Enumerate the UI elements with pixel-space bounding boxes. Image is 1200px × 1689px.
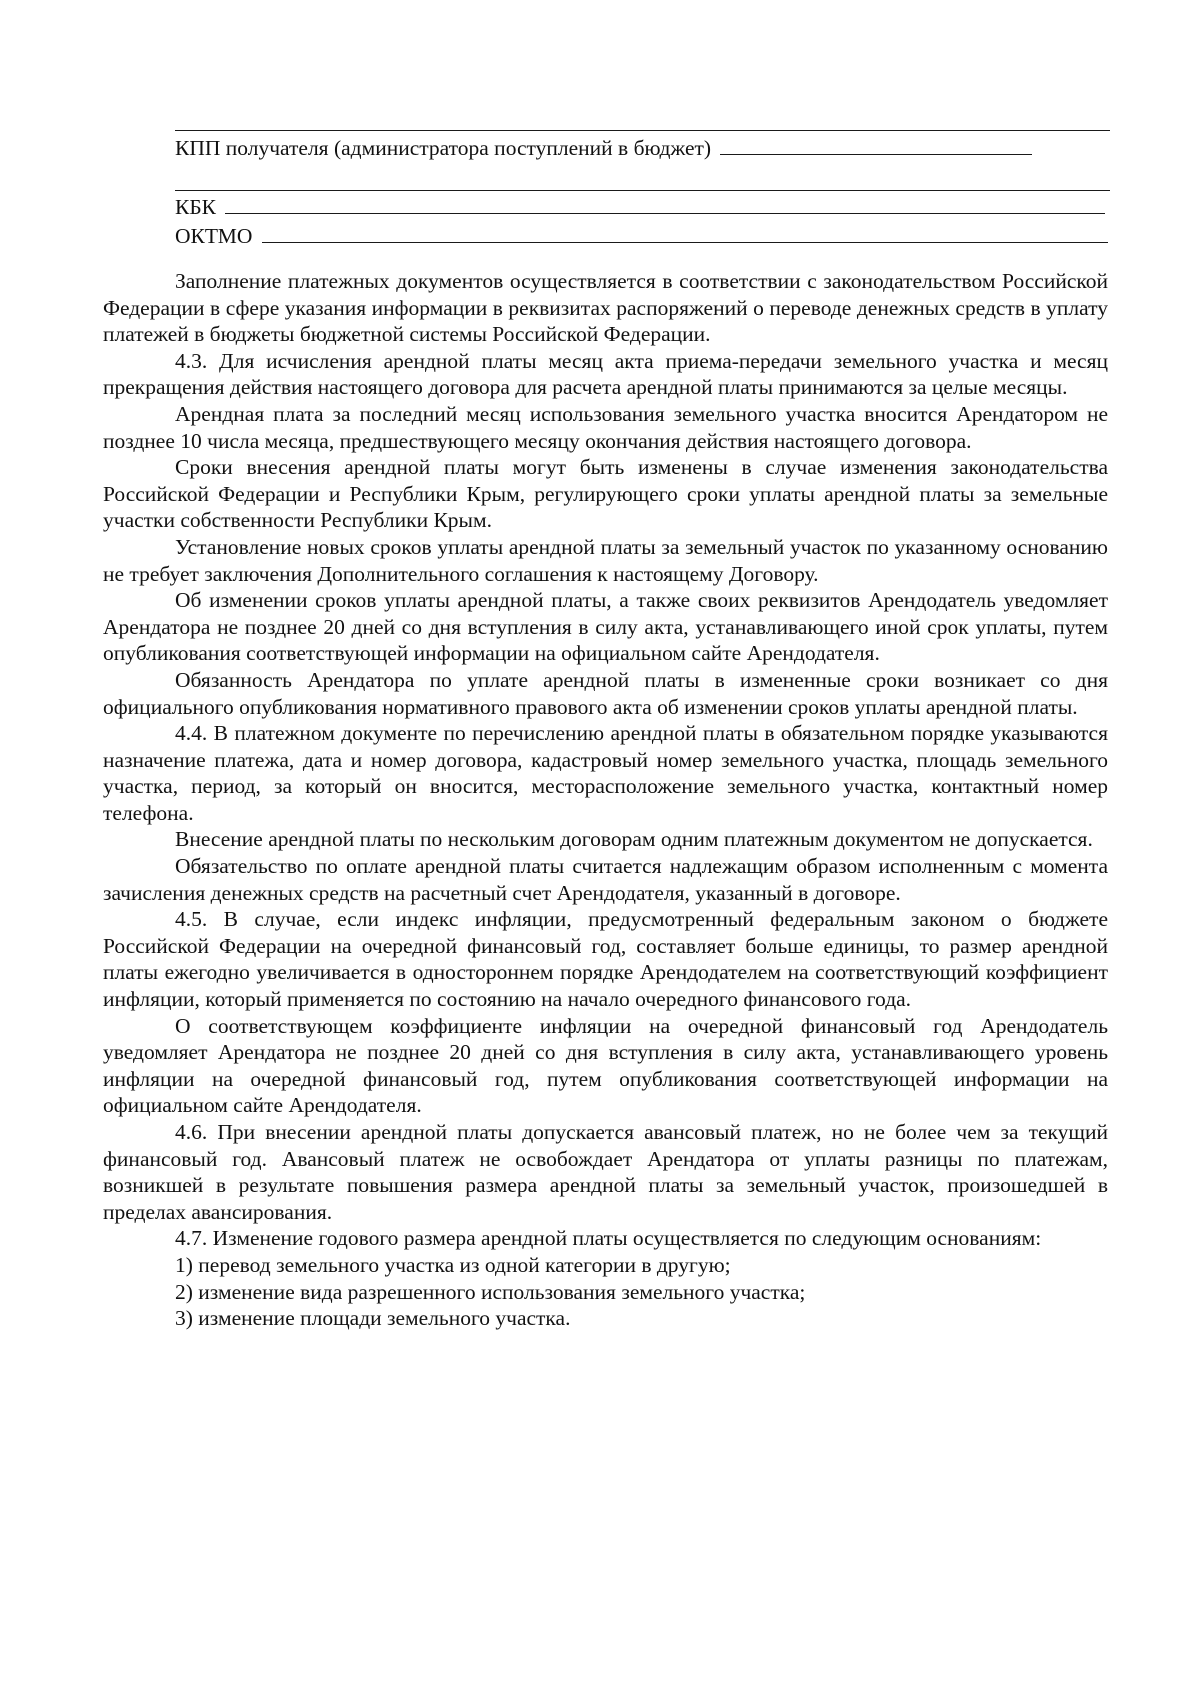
- kpp-value-line: [720, 136, 1032, 155]
- kpp-field: [175, 135, 1032, 161]
- paragraph: Об изменении сроков уплаты арендной платы, а также своих реквизитов Арендодатель уведомляет Арендатора не позднее 20 дней со дня вступления в силу акта, устанавливающего иной срок уплаты, путем опубликования соответствующей информации на официальном сайте Арендодателя.: [103, 588, 1108, 666]
- kbk-value-line: [225, 195, 1105, 214]
- kpp-underrule: [175, 190, 1110, 191]
- paragraph: Арендная плата за последний месяц использования земельного участка вносится Арендатором не позднее 10 числа месяца, предшествующего месяцу окончания действия настоящего договора.: [103, 401, 1108, 453]
- kpp-label: КПП получателя (администратора поступлений в бюджет): [175, 136, 712, 160]
- list-item: 2) изменение вида разрешенного использования земельного участка;: [175, 1279, 806, 1304]
- oktmo-value-line: [262, 224, 1108, 243]
- kbk-label: КБК: [175, 195, 217, 219]
- oktmo-field: [175, 223, 1108, 249]
- paragraph: Обязанность Арендатора по уплате арендной платы в измененные сроки возникает со дня официального опубликования нормативного правового акта об изменении сроков уплаты арендной платы.: [103, 667, 1108, 719]
- list-item: 3) изменение площади земельного участка.: [175, 1306, 571, 1331]
- paragraph: Внесение арендной платы по нескольким договорам одним платежным документом не допускается.: [175, 827, 1093, 852]
- paragraph: 4.7. Изменение годового размера арендной платы осуществляется по следующим основаниям:: [175, 1226, 1042, 1251]
- oktmo-label: ОКТМО: [175, 224, 253, 248]
- paragraph: 4.3. Для исчисления арендной платы месяц акта приема-передачи земельного участка и месяц прекращения действия настоящего договора для расчета арендной платы принимаются за целые месяцы.: [103, 348, 1108, 400]
- list-item: 1) перевод земельного участка из одной категории в другую;: [175, 1252, 731, 1277]
- top-rule: [175, 130, 1110, 131]
- paragraph: Установление новых сроков уплаты арендной платы за земельный участок по указанному основанию не требует заключения Дополнительного соглашения к настоящему Договору.: [103, 534, 1108, 586]
- paragraph: 4.5. В случае, если индекс инфляции, предусмотренный федеральным законом о бюджете Российской Федерации на очередной финансовый год, составляет больше единицы, то размер арендной платы ежегодно увеличивается в одностороннем порядке Арендодателем на соответствующий коэффициент инфляции, который применяется по состоянию на начало очередного финансового года.: [103, 907, 1108, 1012]
- paragraph: О соответствующем коэффициенте инфляции на очередной финансовый год Арендодатель уведомляет Арендатора не позднее 20 дней со дня вступления в силу акта, устанавливающего уровень инфляции на очередной финансовый год, путем опубликования соответствующей информации на официальном сайте Арендодателя.: [103, 1013, 1108, 1118]
- paragraph: Сроки внесения арендной платы могут быть изменены в случае изменения законодательства Российской Федерации и Республики Крым, регулирующего сроки уплаты арендной платы за земельные участки собственности Республики Крым.: [103, 455, 1108, 533]
- document-body: [103, 268, 1108, 1332]
- kbk-field: [175, 194, 1105, 220]
- paragraph: 4.4. В платежном документе по перечислению арендной платы в обязательном порядке указываются назначение платежа, дата и номер договора, кадастровый номер земельного участка, площадь земельного участка, период, за который он вносится, месторасположение земельного участка, контактный номер телефона.: [103, 721, 1108, 825]
- paragraph: Обязательство по оплате арендной платы считается надлежащим образом исполненным с момента зачисления денежных средств на расчетный счет Арендодателя, указанный в договоре.: [103, 854, 1108, 905]
- paragraph: Заполнение платежных документов осуществляется в соответствии с законодательством Российской Федерации в сфере указания информации в реквизитах распоряжений о переводе денежных средств в уплату платежей в бюджеты бюджетной системы Российской Федерации.: [103, 269, 1108, 347]
- paragraph: 4.6. При внесении арендной платы допускается авансовый платеж, но не более чем за текущий финансовый год. Авансовый платеж не освобождает Арендатора от уплаты разницы по платежам, возникшей в результате повышения размера арендной платы за земельный участок, произошедшей в пределах авансирования.: [103, 1120, 1108, 1224]
